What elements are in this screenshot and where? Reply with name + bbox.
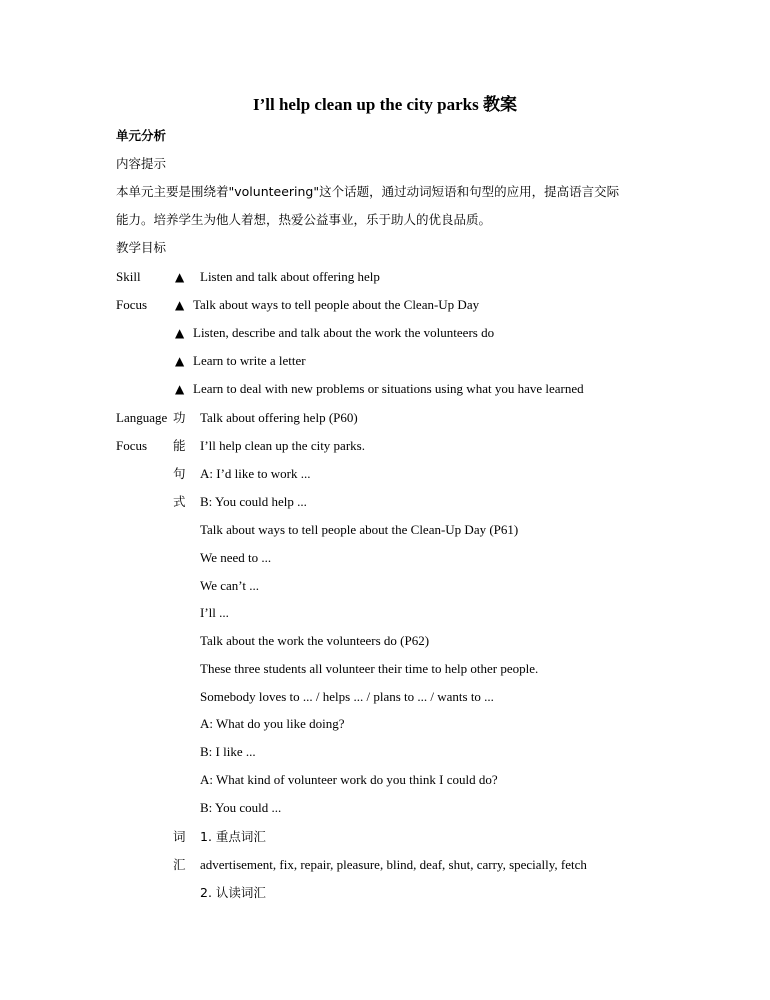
language-label: Language [116, 410, 168, 425]
language-line: Talk about ways to tell people about the Clean-Up Day (P61) [200, 522, 519, 537]
key-words-heading: 1. 重点词汇 [200, 829, 266, 844]
read-words-heading: 2. 认读词汇 [200, 885, 266, 900]
language-line: A: What kind of volunteer work do you think I could do? [200, 772, 498, 787]
skill-label: Skill [116, 269, 141, 284]
intro-line-1: 本单元主要是围绕着"volunteering"这个话题，通过动词短语和句型的应用，提高语言交际 [116, 184, 620, 199]
language-line: A: What do you like doing? [200, 716, 345, 731]
heading-teaching-goals: 教学目标 [116, 240, 167, 255]
language-line: B: I like ... [200, 744, 256, 759]
skill-item: Learn to deal with new problems or situations using what you have learned [193, 381, 584, 396]
skill-item: Listen and talk about offering help [200, 269, 380, 284]
skill-item: Listen, describe and talk about the work the volunteers do [193, 325, 495, 340]
heading-unit-analysis: 单元分析 [116, 128, 167, 143]
language-line: B: You could help ... [200, 494, 307, 509]
bullet-triangle-icon: ▲ [175, 298, 185, 312]
bullet-triangle-icon: ▲ [175, 382, 185, 396]
bullet-triangle-icon: ▲ [175, 326, 185, 340]
language-line: We need to ... [200, 550, 272, 565]
language-line: I’ll ... [200, 605, 229, 620]
function-char: 能 [173, 438, 186, 453]
focus-label: Focus [116, 297, 148, 312]
function-char: 句 [173, 466, 186, 481]
language-line: B: You could ... [200, 800, 282, 815]
vocab-char: 汇 [173, 857, 186, 872]
bullet-triangle-icon: ▲ [175, 354, 185, 368]
language-focus-label: Focus [116, 438, 148, 453]
bullet-triangle-icon: ▲ [175, 270, 185, 284]
skill-item: Learn to write a letter [193, 353, 306, 368]
language-line: Talk about the work the volunteers do (P62) [200, 633, 430, 648]
language-line: I’ll help clean up the city parks. [200, 438, 365, 453]
language-line: We can’t ... [200, 578, 259, 593]
key-words-list: advertisement, fix, repair, pleasure, blind, deaf, shut, carry, specially, fetch [200, 857, 587, 872]
function-char: 式 [173, 494, 186, 509]
language-line: These three students all volunteer their time to help other people. [200, 661, 539, 676]
heading-content-tips: 内容提示 [116, 156, 167, 171]
page-title: I’ll help clean up the city parks 教案 [253, 95, 517, 114]
skill-item: Talk about ways to tell people about the Clean-Up Day [193, 297, 480, 312]
language-line: Talk about offering help (P60) [200, 410, 358, 425]
intro-line-2: 能力。培养学生为他人着想，热爱公益事业，乐于助人的优良品质。 [116, 212, 492, 227]
vocab-char: 词 [173, 829, 186, 844]
language-line: Somebody loves to ... / helps ... / plans to ... / wants to ... [200, 689, 494, 704]
function-char: 功 [173, 410, 186, 425]
language-line: A: I’d like to work ... [200, 466, 311, 481]
